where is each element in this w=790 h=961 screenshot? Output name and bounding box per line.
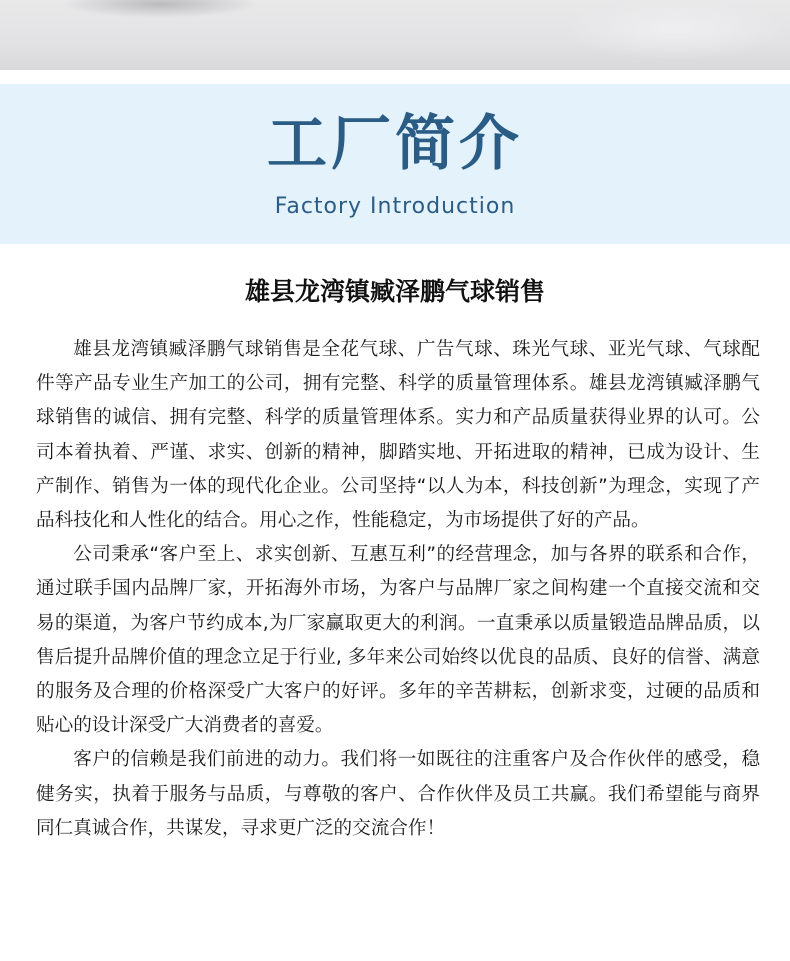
section-title-en: Factory Introduction xyxy=(274,194,516,219)
intro-paragraph-2: 公司秉承“客户至上、求实创新、互惠互利”的经营理念，加与各界的联系和合作，通过联手国内品牌厂家，开拓海外市场，为客户与品牌厂家之间构建一个直接交流和交易的渠道，为客户节约成本,为厂家赢取更大的利润。一直秉承以质量锻造品牌品质，以售后提升品牌价值的理念立足于行业, 多年来公司始终以优良的品质、良好的信誉、满意的服务及合理的价格深受广大客户的好评。多年的辛苦耕耘，创新求变，过硬的品质和贴心的设计深受广大消费者的喜爱。 xyxy=(36,544,760,737)
photo-shadow xyxy=(60,0,260,18)
top-product-photo xyxy=(0,0,790,73)
intro-paragraph-3: 客户的信赖是我们前进的动力。我们将一如既往的注重客户及合作伙伴的感受，稳健务实，执着于服务与品质，与尊敬的客户、合作伙伴及员工共赢。我们希望能与商界同仁真诚合作，共谋发，寻求更广泛的交流合作！ xyxy=(36,749,760,839)
photo-highlight xyxy=(560,0,790,60)
section-title-cn: 工厂简介 xyxy=(267,109,523,179)
company-name-heading: 雄县龙湾镇臧泽鹏气球销售 xyxy=(244,277,545,306)
section-header-banner xyxy=(0,84,790,244)
intro-body xyxy=(36,333,760,846)
intro-paragraph-1: 雄县龙湾镇臧泽鹏气球销售是全花气球、广告气球、珠光气球、亚光气球、气球配件等产品专业生产加工的公司，拥有完整、科学的质量管理体系。雄县龙湾镇臧泽鹏气球销售的诚信、拥有完整、科学的质量管理体系。实力和产品质量获得业界的认可。公司本着执着、严谨、求实、创新的精神，脚踏实地、开拓进取的精神，已成为设计、生产制作、销售为一体的现代化企业。公司坚持“以人为本，科技创新”为理念，实现了产品科技化和人性化的结合。用心之作，性能稳定，为市场提供了好的产品。 xyxy=(36,339,760,532)
